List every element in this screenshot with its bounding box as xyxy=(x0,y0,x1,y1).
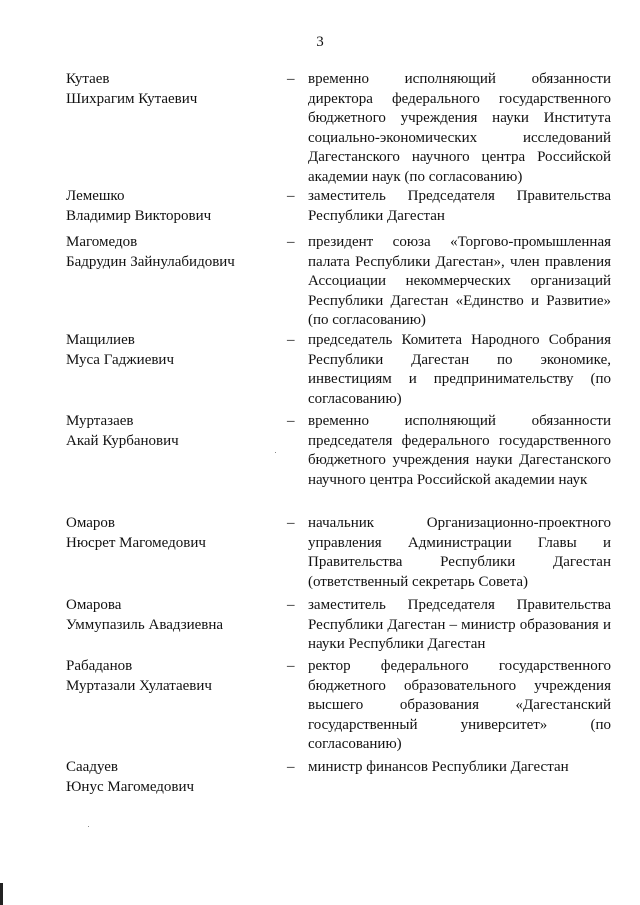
member-surname: Муртазаев xyxy=(66,413,134,429)
member-surname: Омарова xyxy=(66,597,122,613)
scan-speck xyxy=(88,826,89,827)
member-position: временно исполняющий обязанности председателя федерального государственного бюджетного учреждения науки Дагестанского научного центра Российской академии наук xyxy=(308,413,611,488)
member-position: временно исполняющий обязанности директора федерального государственного бюджетного учреждения науки Института социально-экономических исследований Дагестанского научного центра Российской академии наук (по согласованию) xyxy=(308,71,611,185)
member-surname: Саадуев xyxy=(66,759,118,775)
member-name xyxy=(66,412,276,451)
member-position: ректор федерального государственного бюджетного образовательного учреждения высшего образования «Дагестанский государственный университет» (по согласованию) xyxy=(308,658,611,752)
dash: – xyxy=(287,515,295,531)
member-given-name: Нюсрет Магомедович xyxy=(66,534,206,551)
dash: – xyxy=(287,71,295,87)
page-number: 3 xyxy=(316,34,324,50)
member-surname: Лемешко xyxy=(66,188,125,204)
dash: – xyxy=(287,597,295,613)
member-surname: Магомедов xyxy=(66,234,138,250)
member-position: заместитель Председателя Правительства Республики Дагестан – министр образования и науки Республики Дагестан xyxy=(308,597,611,652)
scan-speck xyxy=(275,452,276,453)
dash: – xyxy=(287,188,295,204)
dash: – xyxy=(287,234,295,250)
member-name xyxy=(66,596,276,635)
dash: – xyxy=(287,413,295,429)
member-name xyxy=(66,187,276,226)
member-surname: Мащилиев xyxy=(66,332,135,348)
member-position: заместитель Председателя Правительства Республики Дагестан xyxy=(308,188,611,224)
dash: – xyxy=(287,658,295,674)
member-given-name: Муртазали Хулатаевич xyxy=(66,677,212,694)
dash: – xyxy=(287,759,295,775)
member-position: начальник Организационно-проектного управления Администрации Главы и Правительства Республики Дагестан (ответственный секретарь Совета) xyxy=(308,515,611,590)
member-given-name: Бадрудин Зайнулабидович xyxy=(66,253,235,270)
member-given-name: Юнус Магомедович xyxy=(66,778,195,795)
member-position: министр финансов Республики Дагестан xyxy=(308,759,569,775)
member-surname: Кутаев xyxy=(66,71,110,87)
member-name xyxy=(66,657,276,696)
member-name xyxy=(66,514,276,553)
member-position: председатель Комитета Народного Собрания Республики Дагестан по экономике, инвестициям и предпринимательству (по согласованию) xyxy=(308,332,611,407)
member-name xyxy=(66,233,276,272)
member-given-name: Акай Курбанович xyxy=(66,432,179,449)
member-given-name: Владимир Викторович xyxy=(66,207,212,224)
scan-edge-mark xyxy=(0,883,3,905)
member-given-name: Шихрагим Кутаевич xyxy=(66,90,198,107)
member-position: президент союза «Торгово-промышленная палата Республики Дагестан», член правления Ассоциации некоммерческих организаций Республики Дагестан «Единство и Развитие» (по согласованию) xyxy=(308,234,611,328)
member-name xyxy=(66,758,276,797)
member-given-name: Муса Гаджиевич xyxy=(66,351,175,368)
dash: – xyxy=(287,332,295,348)
member-name xyxy=(66,331,276,370)
member-name xyxy=(66,70,276,109)
member-surname: Омаров xyxy=(66,515,115,531)
member-given-name: Уммупазиль Авадзиевна xyxy=(66,616,224,633)
member-surname: Рабаданов xyxy=(66,658,133,674)
